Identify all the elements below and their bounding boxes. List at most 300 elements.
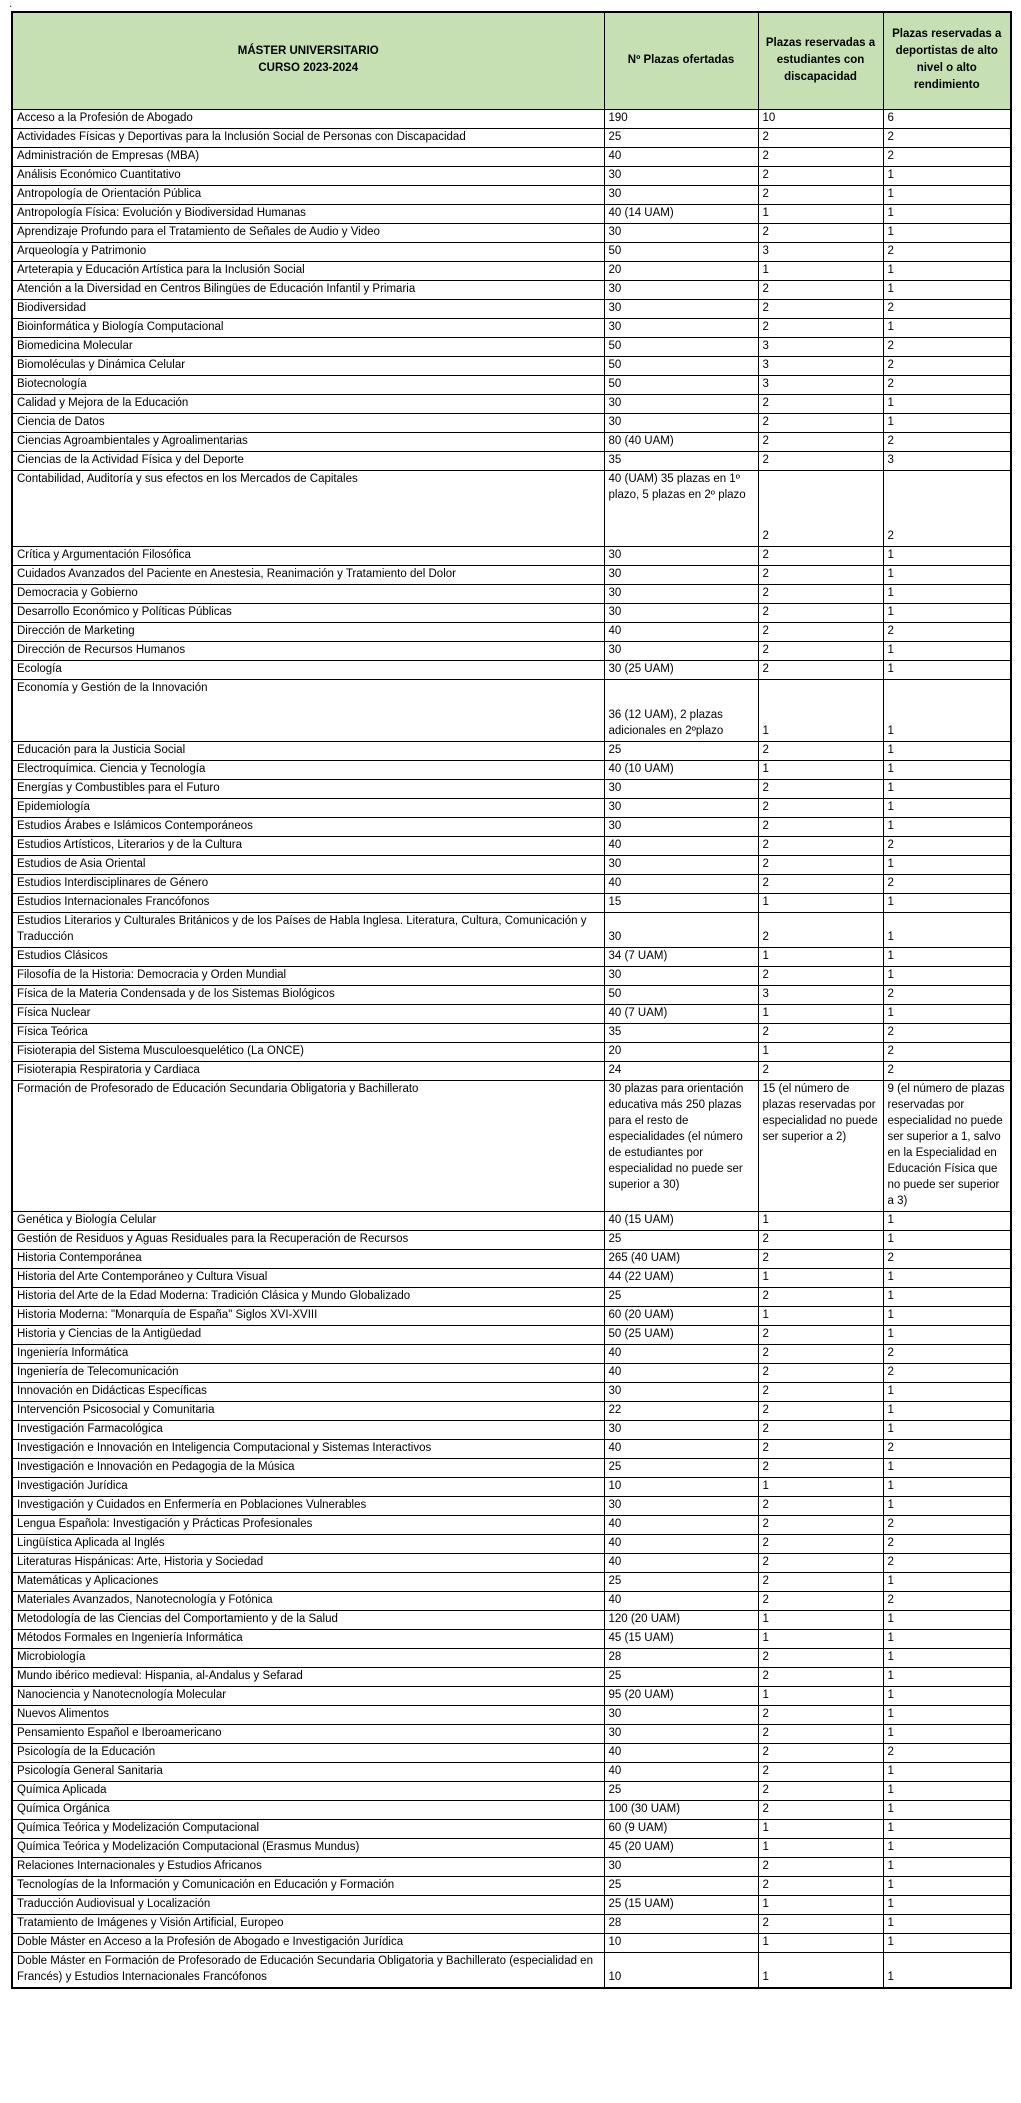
plazas-deportistas-cell: 1 bbox=[883, 1915, 1011, 1934]
plazas-ofertadas-cell: 25 bbox=[604, 129, 758, 148]
master-name-cell: Biotecnología bbox=[12, 376, 604, 395]
table-row bbox=[12, 224, 1011, 243]
header-plazas-deportistas: Plazas reservadas a deportistas de alto nivel o alto rendimiento bbox=[883, 12, 1011, 110]
plazas-deportistas-cell: 2 bbox=[883, 1535, 1011, 1554]
plazas-deportistas-cell: 9 (el número de plazas reservadas por especialidad no puede ser superior a 1, salvo en la Especialidad en Educación Física que no puede ser superior a 3) bbox=[883, 1081, 1011, 1212]
header-master-line2: CURSO 2023-2024 bbox=[258, 62, 359, 74]
master-name-cell: Electroquímica. Ciencia y Tecnología bbox=[12, 761, 604, 780]
table-row bbox=[12, 452, 1011, 471]
table-body bbox=[12, 110, 1011, 1989]
plazas-ofertadas-cell: 10 bbox=[604, 1953, 758, 1989]
plazas-discapacidad-cell: 2 bbox=[758, 1535, 883, 1554]
stray-mark: . bbox=[9, 0, 13, 10]
plazas-discapacidad-cell: 2 bbox=[758, 1744, 883, 1763]
plazas-discapacidad-cell: 2 bbox=[758, 799, 883, 818]
master-name-cell: Química Aplicada bbox=[12, 1782, 604, 1801]
plazas-ofertadas-cell: 30 bbox=[604, 319, 758, 338]
plazas-discapacidad-cell: 2 bbox=[758, 1877, 883, 1896]
plazas-discapacidad-cell: 2 bbox=[758, 967, 883, 986]
plazas-deportistas-cell: 2 bbox=[883, 471, 1011, 547]
plazas-discapacidad-cell: 2 bbox=[758, 224, 883, 243]
plazas-ofertadas-cell: 40 bbox=[604, 623, 758, 642]
master-name-cell: Lengua Española: Investigación y Prácticas Profesionales bbox=[12, 1516, 604, 1535]
plazas-ofertadas-cell: 40 bbox=[604, 148, 758, 167]
table-row bbox=[12, 300, 1011, 319]
master-name-cell: Psicología de la Educación bbox=[12, 1744, 604, 1763]
plazas-ofertadas-cell: 40 (15 UAM) bbox=[604, 1212, 758, 1231]
master-name-cell: Energías y Combustibles para el Futuro bbox=[12, 780, 604, 799]
plazas-deportistas-cell: 1 bbox=[883, 1934, 1011, 1953]
plazas-ofertadas-cell: 190 bbox=[604, 110, 758, 129]
table-row bbox=[12, 110, 1011, 129]
master-name-cell: Matemáticas y Aplicaciones bbox=[12, 1573, 604, 1592]
plazas-ofertadas-cell: 45 (15 UAM) bbox=[604, 1630, 758, 1649]
table-row bbox=[12, 856, 1011, 875]
master-name-cell: Economía y Gestión de la Innovación bbox=[12, 680, 604, 742]
plazas-deportistas-cell: 3 bbox=[883, 452, 1011, 471]
plazas-ofertadas-cell: 30 bbox=[604, 224, 758, 243]
master-name-cell: Bioinformática y Biología Computacional bbox=[12, 319, 604, 338]
master-name-cell: Pensamiento Español e Iberoamericano bbox=[12, 1725, 604, 1744]
plazas-ofertadas-cell: 30 bbox=[604, 913, 758, 948]
table-row bbox=[12, 205, 1011, 224]
table-row bbox=[12, 395, 1011, 414]
plazas-deportistas-cell: 2 bbox=[883, 129, 1011, 148]
plazas-deportistas-cell: 1 bbox=[883, 1611, 1011, 1630]
table-row bbox=[12, 1877, 1011, 1896]
plazas-ofertadas-cell: 100 (30 UAM) bbox=[604, 1801, 758, 1820]
plazas-discapacidad-cell: 2 bbox=[758, 1706, 883, 1725]
master-name-cell: Doble Máster en Acceso a la Profesión de Abogado e Investigación Jurídica bbox=[12, 1934, 604, 1953]
plazas-discapacidad-cell: 3 bbox=[758, 338, 883, 357]
master-name-cell: Física Teórica bbox=[12, 1024, 604, 1043]
plazas-discapacidad-cell: 2 bbox=[758, 281, 883, 300]
plazas-discapacidad-cell: 2 bbox=[758, 1062, 883, 1081]
plazas-deportistas-cell: 1 bbox=[883, 1307, 1011, 1326]
plazas-deportistas-cell: 1 bbox=[883, 414, 1011, 433]
master-name-cell: Nuevos Alimentos bbox=[12, 1706, 604, 1725]
plazas-deportistas-cell: 1 bbox=[883, 680, 1011, 742]
table-row bbox=[12, 1725, 1011, 1744]
table-row bbox=[12, 742, 1011, 761]
plazas-ofertadas-cell: 30 bbox=[604, 395, 758, 414]
plazas-discapacidad-cell: 2 bbox=[758, 1250, 883, 1269]
plazas-discapacidad-cell: 1 bbox=[758, 761, 883, 780]
table-row bbox=[12, 1592, 1011, 1611]
plazas-ofertadas-cell: 25 bbox=[604, 1668, 758, 1687]
table-row bbox=[12, 799, 1011, 818]
plazas-deportistas-cell: 1 bbox=[883, 1687, 1011, 1706]
plazas-deportistas-cell: 2 bbox=[883, 433, 1011, 452]
plazas-discapacidad-cell: 10 bbox=[758, 110, 883, 129]
master-name-cell: Dirección de Recursos Humanos bbox=[12, 642, 604, 661]
table-row bbox=[12, 1858, 1011, 1877]
plazas-discapacidad-cell: 2 bbox=[758, 661, 883, 680]
plazas-deportistas-cell: 1 bbox=[883, 661, 1011, 680]
plazas-discapacidad-cell: 1 bbox=[758, 1896, 883, 1915]
plazas-discapacidad-cell: 2 bbox=[758, 1915, 883, 1934]
plazas-deportistas-cell: 1 bbox=[883, 742, 1011, 761]
plazas-ofertadas-cell: 40 bbox=[604, 875, 758, 894]
plazas-discapacidad-cell: 1 bbox=[758, 1212, 883, 1231]
plazas-discapacidad-cell: 2 bbox=[758, 780, 883, 799]
plazas-ofertadas-cell: 95 (20 UAM) bbox=[604, 1687, 758, 1706]
master-name-cell: Materiales Avanzados, Nanotecnología y Fotónica bbox=[12, 1592, 604, 1611]
master-name-cell: Arteterapia y Educación Artística para la Inclusión Social bbox=[12, 262, 604, 281]
plazas-discapacidad-cell: 1 bbox=[758, 205, 883, 224]
plazas-deportistas-cell: 1 bbox=[883, 1839, 1011, 1858]
plazas-discapacidad-cell: 1 bbox=[758, 680, 883, 742]
plazas-ofertadas-cell: 40 bbox=[604, 1345, 758, 1364]
plazas-ofertadas-cell: 80 (40 UAM) bbox=[604, 433, 758, 452]
plazas-ofertadas-cell: 36 (12 UAM), 2 plazas adicionales en 2ºplazo bbox=[604, 680, 758, 742]
plazas-ofertadas-cell: 25 bbox=[604, 1573, 758, 1592]
master-name-cell: Innovación en Didácticas Específicas bbox=[12, 1383, 604, 1402]
plazas-deportistas-cell: 2 bbox=[883, 1592, 1011, 1611]
plazas-ofertadas-cell: 28 bbox=[604, 1649, 758, 1668]
plazas-ofertadas-cell: 40 bbox=[604, 1592, 758, 1611]
master-name-cell: Administración de Empresas (MBA) bbox=[12, 148, 604, 167]
master-name-cell: Desarrollo Económico y Políticas Públicas bbox=[12, 604, 604, 623]
plazas-deportistas-cell: 2 bbox=[883, 1516, 1011, 1535]
plazas-ofertadas-cell: 30 bbox=[604, 167, 758, 186]
master-name-cell: Historia Contemporánea bbox=[12, 1250, 604, 1269]
plazas-ofertadas-cell: 40 bbox=[604, 1763, 758, 1782]
table-row bbox=[12, 1062, 1011, 1081]
plazas-deportistas-cell: 1 bbox=[883, 1497, 1011, 1516]
plazas-deportistas-cell: 1 bbox=[883, 1212, 1011, 1231]
plazas-discapacidad-cell: 2 bbox=[758, 1440, 883, 1459]
plazas-discapacidad-cell: 2 bbox=[758, 1763, 883, 1782]
master-name-cell: Estudios Árabes e Islámicos Contemporáneos bbox=[12, 818, 604, 837]
plazas-deportistas-cell: 1 bbox=[883, 1402, 1011, 1421]
header-plazas-ofertadas: Nº Plazas ofertadas bbox=[604, 12, 758, 110]
plazas-deportistas-cell: 2 bbox=[883, 357, 1011, 376]
table-row bbox=[12, 1687, 1011, 1706]
plazas-deportistas-cell: 2 bbox=[883, 148, 1011, 167]
plazas-discapacidad-cell: 1 bbox=[758, 1611, 883, 1630]
plazas-discapacidad-cell: 1 bbox=[758, 1839, 883, 1858]
master-name-cell: Relaciones Internacionales y Estudios Africanos bbox=[12, 1858, 604, 1877]
master-name-cell: Doble Máster en Formación de Profesorado de Educación Secundaria Obligatoria y Bachillerato (especialidad en Francés) y Estudios Internacionales Francófonos bbox=[12, 1953, 604, 1989]
table-row bbox=[12, 1043, 1011, 1062]
table-row bbox=[12, 262, 1011, 281]
master-name-cell: Calidad y Mejora de la Educación bbox=[12, 395, 604, 414]
master-name-cell: Lingüística Aplicada al Inglés bbox=[12, 1535, 604, 1554]
master-name-cell: Aprendizaje Profundo para el Tratamiento de Señales de Audio y Video bbox=[12, 224, 604, 243]
plazas-ofertadas-cell: 30 bbox=[604, 300, 758, 319]
table-row bbox=[12, 1630, 1011, 1649]
master-name-cell: Historia Moderna: "Monarquía de España" Siglos XVI-XVIII bbox=[12, 1307, 604, 1326]
plazas-deportistas-cell: 1 bbox=[883, 224, 1011, 243]
master-name-cell: Ingeniería Informática bbox=[12, 1345, 604, 1364]
master-name-cell: Ecología bbox=[12, 661, 604, 680]
master-name-cell: Ciencias Agroambientales y Agroalimentarias bbox=[12, 433, 604, 452]
plazas-deportistas-cell: 2 bbox=[883, 1364, 1011, 1383]
plazas-deportistas-cell: 1 bbox=[883, 1005, 1011, 1024]
plazas-ofertadas-cell: 25 bbox=[604, 1877, 758, 1896]
plazas-ofertadas-cell: 30 bbox=[604, 856, 758, 875]
table-row bbox=[12, 243, 1011, 262]
plazas-ofertadas-cell: 24 bbox=[604, 1062, 758, 1081]
plazas-deportistas-cell: 1 bbox=[883, 1820, 1011, 1839]
plazas-discapacidad-cell: 2 bbox=[758, 148, 883, 167]
table-row bbox=[12, 1440, 1011, 1459]
table-row bbox=[12, 1383, 1011, 1402]
table-row bbox=[12, 1231, 1011, 1250]
plazas-discapacidad-cell: 2 bbox=[758, 837, 883, 856]
master-name-cell: Química Orgánica bbox=[12, 1801, 604, 1820]
table-row bbox=[12, 585, 1011, 604]
table-row bbox=[12, 1763, 1011, 1782]
plazas-ofertadas-cell: 120 (20 UAM) bbox=[604, 1611, 758, 1630]
table-row bbox=[12, 604, 1011, 623]
plazas-discapacidad-cell: 2 bbox=[758, 1725, 883, 1744]
plazas-deportistas-cell: 1 bbox=[883, 856, 1011, 875]
plazas-ofertadas-cell: 34 (7 UAM) bbox=[604, 948, 758, 967]
table-row bbox=[12, 1649, 1011, 1668]
master-name-cell: Actividades Físicas y Deportivas para la Inclusión Social de Personas con Discapacidad bbox=[12, 129, 604, 148]
plazas-deportistas-cell: 1 bbox=[883, 1288, 1011, 1307]
table-row bbox=[12, 1250, 1011, 1269]
plazas-deportistas-cell: 2 bbox=[883, 1744, 1011, 1763]
plazas-discapacidad-cell: 2 bbox=[758, 1801, 883, 1820]
table-row bbox=[12, 414, 1011, 433]
plazas-discapacidad-cell: 1 bbox=[758, 1043, 883, 1062]
plazas-deportistas-cell: 1 bbox=[883, 1801, 1011, 1820]
master-name-cell: Intervención Psicosocial y Comunitaria bbox=[12, 1402, 604, 1421]
master-name-cell: Tratamiento de Imágenes y Visión Artificial, Europeo bbox=[12, 1915, 604, 1934]
master-name-cell: Ciencia de Datos bbox=[12, 414, 604, 433]
plazas-deportistas-cell: 1 bbox=[883, 761, 1011, 780]
plazas-ofertadas-cell: 30 plazas para orientación educativa más 250 plazas para el resto de especialidades (el número de estudiantes por especialidad no puede ser superior a 30) bbox=[604, 1081, 758, 1212]
table-row bbox=[12, 986, 1011, 1005]
plazas-deportistas-cell: 2 bbox=[883, 1043, 1011, 1062]
plazas-discapacidad-cell: 2 bbox=[758, 1497, 883, 1516]
master-name-cell: Nanociencia y Nanotecnología Molecular bbox=[12, 1687, 604, 1706]
table-row bbox=[12, 1953, 1011, 1989]
table-row bbox=[12, 1345, 1011, 1364]
plazas-discapacidad-cell: 3 bbox=[758, 376, 883, 395]
master-name-cell: Historia y Ciencias de la Antigüedad bbox=[12, 1326, 604, 1345]
plazas-discapacidad-cell: 2 bbox=[758, 452, 883, 471]
plazas-ofertadas-cell: 40 bbox=[604, 1440, 758, 1459]
plazas-discapacidad-cell: 2 bbox=[758, 875, 883, 894]
plazas-ofertadas-cell: 30 bbox=[604, 799, 758, 818]
master-name-cell: Tecnologías de la Información y Comunicación en Educación y Formación bbox=[12, 1877, 604, 1896]
plazas-ofertadas-cell: 50 (25 UAM) bbox=[604, 1326, 758, 1345]
plazas-ofertadas-cell: 30 bbox=[604, 414, 758, 433]
plazas-ofertadas-cell: 30 bbox=[604, 186, 758, 205]
plazas-deportistas-cell: 1 bbox=[883, 894, 1011, 913]
plazas-discapacidad-cell: 2 bbox=[758, 1288, 883, 1307]
master-name-cell: Epidemiología bbox=[12, 799, 604, 818]
plazas-ofertadas-cell: 40 bbox=[604, 1535, 758, 1554]
plazas-discapacidad-cell: 1 bbox=[758, 1820, 883, 1839]
plazas-discapacidad-cell: 2 bbox=[758, 1554, 883, 1573]
table-row bbox=[12, 1744, 1011, 1763]
plazas-ofertadas-cell: 265 (40 UAM) bbox=[604, 1250, 758, 1269]
plazas-discapacidad-cell: 2 bbox=[758, 547, 883, 566]
table-row bbox=[12, 566, 1011, 585]
table-row bbox=[12, 148, 1011, 167]
master-name-cell: Física Nuclear bbox=[12, 1005, 604, 1024]
table-row bbox=[12, 1820, 1011, 1839]
table-row bbox=[12, 967, 1011, 986]
master-name-cell: Metodología de las Ciencias del Comportamiento y de la Salud bbox=[12, 1611, 604, 1630]
header-plazas-discapacidad: Plazas reservadas a estudiantes con discapacidad bbox=[758, 12, 883, 110]
plazas-ofertadas-cell: 40 bbox=[604, 1744, 758, 1763]
plazas-discapacidad-cell: 2 bbox=[758, 395, 883, 414]
table-row bbox=[12, 357, 1011, 376]
plazas-deportistas-cell: 2 bbox=[883, 1554, 1011, 1573]
table-row bbox=[12, 186, 1011, 205]
plazas-discapacidad-cell: 2 bbox=[758, 471, 883, 547]
master-name-cell: Investigación Jurídica bbox=[12, 1478, 604, 1497]
plazas-discapacidad-cell: 2 bbox=[758, 604, 883, 623]
table-row bbox=[12, 1421, 1011, 1440]
plazas-ofertadas-cell: 30 bbox=[604, 604, 758, 623]
plazas-ofertadas-cell: 30 bbox=[604, 585, 758, 604]
plazas-discapacidad-cell: 1 bbox=[758, 1307, 883, 1326]
plazas-deportistas-cell: 1 bbox=[883, 1858, 1011, 1877]
plazas-discapacidad-cell: 2 bbox=[758, 1592, 883, 1611]
plazas-discapacidad-cell: 2 bbox=[758, 1326, 883, 1345]
master-name-cell: Investigación e Innovación en Pedagogia de la Música bbox=[12, 1459, 604, 1478]
plazas-deportistas-cell: 1 bbox=[883, 642, 1011, 661]
plazas-discapacidad-cell: 2 bbox=[758, 1383, 883, 1402]
plazas-deportistas-cell: 1 bbox=[883, 566, 1011, 585]
master-name-cell: Estudios de Asia Oriental bbox=[12, 856, 604, 875]
master-name-cell: Estudios Literarios y Culturales Británicos y de los Países de Habla Inglesa. Literatura, Cultura, Comunicación y Traducción bbox=[12, 913, 604, 948]
table-row bbox=[12, 837, 1011, 856]
table-row bbox=[12, 281, 1011, 300]
master-name-cell: Antropología de Orientación Pública bbox=[12, 186, 604, 205]
plazas-ofertadas-cell: 28 bbox=[604, 1915, 758, 1934]
master-name-cell: Fisioterapia Respiratoria y Cardiaca bbox=[12, 1062, 604, 1081]
plazas-deportistas-cell: 1 bbox=[883, 547, 1011, 566]
plazas-ofertadas-cell: 40 (14 UAM) bbox=[604, 205, 758, 224]
plazas-discapacidad-cell: 2 bbox=[758, 1402, 883, 1421]
table-row bbox=[12, 376, 1011, 395]
master-name-cell: Cuidados Avanzados del Paciente en Anestesia, Reanimación y Tratamiento del Dolor bbox=[12, 566, 604, 585]
plazas-ofertadas-cell: 30 bbox=[604, 1706, 758, 1725]
plazas-ofertadas-cell: 30 bbox=[604, 818, 758, 837]
plazas-deportistas-cell: 1 bbox=[883, 1478, 1011, 1497]
table-row bbox=[12, 1801, 1011, 1820]
master-name-cell: Democracia y Gobierno bbox=[12, 585, 604, 604]
table-row bbox=[12, 433, 1011, 452]
plazas-discapacidad-cell: 2 bbox=[758, 1858, 883, 1877]
plazas-discapacidad-cell: 2 bbox=[758, 1364, 883, 1383]
master-name-cell: Ciencias de la Actividad Física y del Deporte bbox=[12, 452, 604, 471]
plazas-deportistas-cell: 2 bbox=[883, 1345, 1011, 1364]
table-row bbox=[12, 661, 1011, 680]
masters-places-table bbox=[11, 11, 1012, 1989]
plazas-deportistas-cell: 1 bbox=[883, 604, 1011, 623]
plazas-ofertadas-cell: 25 (15 UAM) bbox=[604, 1896, 758, 1915]
plazas-deportistas-cell: 1 bbox=[883, 205, 1011, 224]
plazas-ofertadas-cell: 25 bbox=[604, 1459, 758, 1478]
master-name-cell: Antropología Física: Evolución y Biodiversidad Humanas bbox=[12, 205, 604, 224]
plazas-discapacidad-cell: 3 bbox=[758, 357, 883, 376]
plazas-ofertadas-cell: 44 (22 UAM) bbox=[604, 1269, 758, 1288]
master-name-cell: Microbiología bbox=[12, 1649, 604, 1668]
table-row bbox=[12, 623, 1011, 642]
master-name-cell: Ingeniería de Telecomunicación bbox=[12, 1364, 604, 1383]
plazas-discapacidad-cell: 2 bbox=[758, 1649, 883, 1668]
table-row bbox=[12, 1934, 1011, 1953]
header-master bbox=[12, 12, 604, 110]
master-name-cell: Análisis Económico Cuantitativo bbox=[12, 167, 604, 186]
table-row bbox=[12, 319, 1011, 338]
master-name-cell: Educación para la Justicia Social bbox=[12, 742, 604, 761]
plazas-discapacidad-cell: 2 bbox=[758, 1421, 883, 1440]
plazas-deportistas-cell: 1 bbox=[883, 1782, 1011, 1801]
plazas-discapacidad-cell: 1 bbox=[758, 1687, 883, 1706]
plazas-deportistas-cell: 2 bbox=[883, 1250, 1011, 1269]
plazas-ofertadas-cell: 10 bbox=[604, 1478, 758, 1497]
master-name-cell: Historia del Arte de la Edad Moderna: Tradición Clásica y Mundo Globalizado bbox=[12, 1288, 604, 1307]
master-name-cell: Biomoléculas y Dinámica Celular bbox=[12, 357, 604, 376]
plazas-discapacidad-cell: 1 bbox=[758, 894, 883, 913]
table-row bbox=[12, 547, 1011, 566]
table-row bbox=[12, 1459, 1011, 1478]
plazas-discapacidad-cell: 2 bbox=[758, 856, 883, 875]
table-row bbox=[12, 780, 1011, 799]
plazas-deportistas-cell: 1 bbox=[883, 186, 1011, 205]
plazas-deportistas-cell: 2 bbox=[883, 986, 1011, 1005]
table-row bbox=[12, 129, 1011, 148]
plazas-discapacidad-cell: 2 bbox=[758, 414, 883, 433]
plazas-ofertadas-cell: 22 bbox=[604, 1402, 758, 1421]
master-name-cell: Investigación e Innovación en Inteligencia Computacional y Sistemas Interactivos bbox=[12, 1440, 604, 1459]
table-row bbox=[12, 1364, 1011, 1383]
plazas-deportistas-cell: 1 bbox=[883, 1953, 1011, 1989]
plazas-deportistas-cell: 1 bbox=[883, 1877, 1011, 1896]
plazas-ofertadas-cell: 30 bbox=[604, 1497, 758, 1516]
plazas-deportistas-cell: 1 bbox=[883, 818, 1011, 837]
plazas-discapacidad-cell: 2 bbox=[758, 642, 883, 661]
master-name-cell: Arqueología y Patrimonio bbox=[12, 243, 604, 262]
master-name-cell: Mundo ibérico medieval: Hispania, al-Andalus y Sefarad bbox=[12, 1668, 604, 1687]
plazas-ofertadas-cell: 40 bbox=[604, 1364, 758, 1383]
plazas-deportistas-cell: 2 bbox=[883, 1062, 1011, 1081]
plazas-ofertadas-cell: 40 bbox=[604, 837, 758, 856]
header-row bbox=[12, 12, 1011, 110]
plazas-deportistas-cell: 1 bbox=[883, 1706, 1011, 1725]
plazas-deportistas-cell: 1 bbox=[883, 262, 1011, 281]
table-row bbox=[12, 167, 1011, 186]
plazas-discapacidad-cell: 2 bbox=[758, 1782, 883, 1801]
plazas-ofertadas-cell: 35 bbox=[604, 452, 758, 471]
plazas-discapacidad-cell: 1 bbox=[758, 948, 883, 967]
master-name-cell: Química Teórica y Modelización Computacional bbox=[12, 1820, 604, 1839]
plazas-discapacidad-cell: 2 bbox=[758, 1459, 883, 1478]
table-row bbox=[12, 1212, 1011, 1231]
plazas-deportistas-cell: 1 bbox=[883, 1725, 1011, 1744]
table-row bbox=[12, 642, 1011, 661]
table-row bbox=[12, 1005, 1011, 1024]
plazas-discapacidad-cell: 2 bbox=[758, 129, 883, 148]
plazas-discapacidad-cell: 2 bbox=[758, 566, 883, 585]
master-name-cell: Investigación y Cuidados en Enfermería en Poblaciones Vulnerables bbox=[12, 1497, 604, 1516]
master-name-cell: Contabilidad, Auditoría y sus efectos en los Mercados de Capitales bbox=[12, 471, 604, 547]
plazas-ofertadas-cell: 45 (20 UAM) bbox=[604, 1839, 758, 1858]
table-row bbox=[12, 1611, 1011, 1630]
plazas-discapacidad-cell: 1 bbox=[758, 1953, 883, 1989]
plazas-deportistas-cell: 1 bbox=[883, 1326, 1011, 1345]
